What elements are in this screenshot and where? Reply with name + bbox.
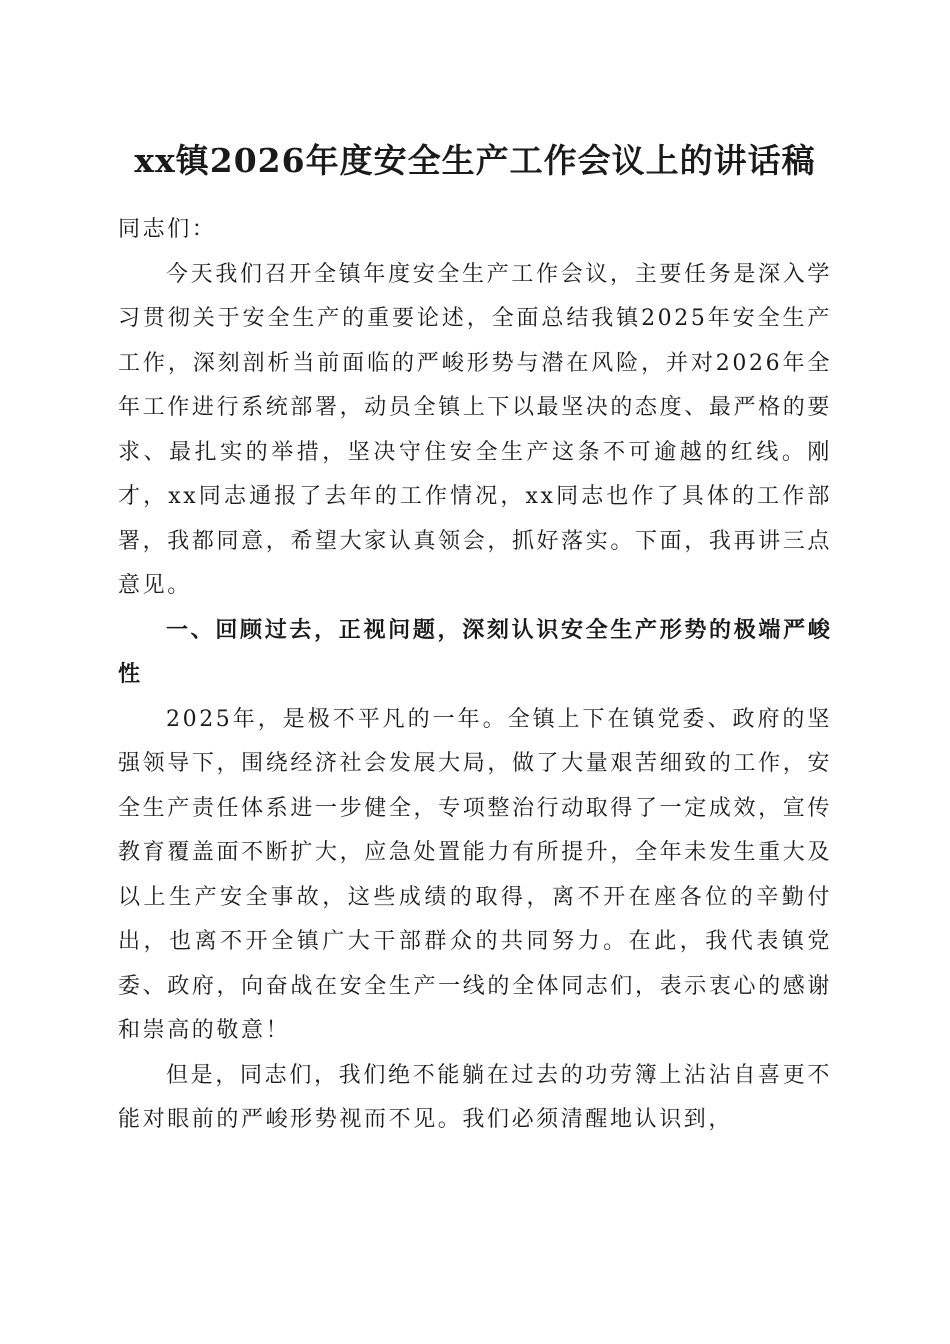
review-paragraph: 2025年，是极不平凡的一年。全镇上下在镇党委、政府的坚强领导下，围绕经济社会发展大局，做了大量艰苦细致的工作，安全生产责任体系进一步健全，专项整治行动取得了一定成效，宣传教育覆盖面不断扩大，应急处置能力有所提升，全年未发生重大及以上生产安全事故，这些成绩的取得，离不开在座各位的辛勤付出，也离不开全镇广大干部群众的共同努力。在此，我代表镇党委、政府，向奋战在安全生产一线的全体同志们，表示衷心的感谢和崇高的敬意！ [118, 706, 832, 1043]
document-body [118, 208, 832, 1143]
salutation: 同志们： [118, 217, 217, 242]
intro-paragraph: 今天我们召开全镇年度安全生产工作会议，主要任务是深入学习贯彻关于安全生产的重要论述，全面总结我镇2025年安全生产工作，深刻剖析当前面临的严峻形势与潜在风险，并对2026年全年工作进行系统部署，动员全镇上下以最坚决的态度、最严格的要求、最扎实的举措，坚决守住安全生产这条不可逾越的红线。刚才，xx同志通报了去年的工作情况，xx同志也作了具体的工作部署，我都同意，希望大家认真领会，抓好落实。下面，我再讲三点意见。 [118, 261, 832, 598]
warning-paragraph: 但是，同志们，我们绝不能躺在过去的功劳簿上沾沾自喜更不能对眼前的严峻形势视而不见。我们必须清醒地认识到， [118, 1062, 832, 1132]
section-heading-1: 一、回顾过去，正视问题，深刻认识安全生产形势的极端严峻性 [118, 617, 832, 687]
document-title: xx镇2026年度安全生产工作会议上的讲话稿 [134, 141, 816, 180]
